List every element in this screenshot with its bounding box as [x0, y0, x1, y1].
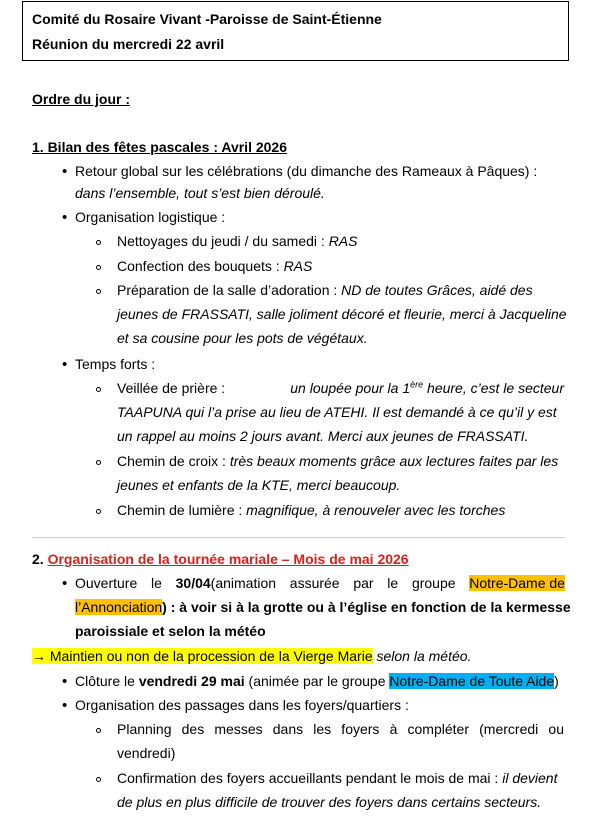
header-meeting-date: Réunion du mercredi 22 avril — [32, 36, 225, 52]
circle-bullet-icon — [96, 240, 101, 245]
circle-bullet-icon — [96, 387, 101, 392]
sub-nettoyages: Nettoyages du jeudi / du samedi : RAS — [117, 233, 358, 249]
highlight-notre-dame-toute-aide: Notre-Dame de Toute Aide — [389, 673, 555, 689]
sub-planning-line2: vendredi) — [117, 745, 176, 761]
bullet-icon: • — [62, 673, 68, 690]
bullet-icon: • — [62, 209, 68, 226]
section1-title: 1. Bilan des fêtes pascales : Avril 2026 — [32, 139, 287, 155]
sub-chemin-lumiere: Chemin de lumière : magnifique, à renouveler avec les torches — [117, 502, 506, 518]
header-box — [22, 1, 569, 61]
sub-bouquets: Confection des bouquets : RAS — [117, 258, 313, 274]
sub-chemin-croix-line1: Chemin de croix : très beaux moments grâce aux lectures faites par les — [117, 453, 559, 469]
sub-veillee-line2: TAAPUNA qui l’a prise au lieu de ATEHI. Il est demandé à ce qu’il y est — [117, 404, 557, 420]
circle-bullet-icon — [96, 777, 101, 782]
bullet-icon: • — [62, 163, 68, 180]
bullet-retour-line2: dans l’ensemble, tout s’est bien déroulé. — [75, 185, 325, 201]
sub-veillee-line1: Veillée de prière : un loupée pour la 1ère heure, c’est le secteur — [117, 379, 564, 396]
bullet-icon: • — [62, 697, 68, 714]
circle-bullet-icon — [96, 289, 101, 294]
bullet-ouverture-line3: paroissiale et selon la météo — [75, 623, 266, 639]
circle-bullet-icon — [96, 265, 101, 270]
circle-bullet-icon — [96, 460, 101, 465]
sub-confirmation-line2: de plus en plus difficile de trouver des foyers dans certains secteurs. — [117, 794, 542, 810]
bullet-cloture: Clôture le vendredi 29 mai (animée par le groupe Notre-Dame de Toute Aide) — [75, 673, 559, 689]
circle-bullet-icon — [96, 728, 101, 733]
bullet-icon: • — [62, 356, 68, 373]
bullet-retour-line1: Retour global sur les célébrations (du dimanche des Rameaux à Pâques) : — [75, 163, 538, 179]
section2-title: 2. Organisation de la tournée mariale – Mois de mai 2026 — [32, 551, 409, 567]
procession-note: → Maintien ou non de la procession de la Vierge Marie selon la météo. — [32, 648, 472, 664]
circle-bullet-icon — [96, 509, 101, 514]
sub-planning-line1: Planning des messes dans les foyers à compléter (mercredi ou — [117, 721, 564, 737]
agenda-title: Ordre du jour : — [32, 91, 130, 107]
bullet-icon: • — [62, 575, 68, 592]
bullet-ouverture-line2: l’Annonciation) : à voir si à la grotte ou à l’église en fonction de la kermesse — [75, 599, 571, 615]
sub-chemin-croix-line2: jeunes et enfants de la KTE, merci beaucoup. — [117, 477, 401, 493]
sub-veillee-line3: un rappel au moins 2 jours avant. Merci aux jeunes de FRASSATI. — [117, 428, 529, 444]
bullet-passages: Organisation des passages dans les foyers/quartiers : — [75, 697, 409, 713]
bullet-ouverture-line1: Ouverture le 30/04(animation assurée par le groupe Notre-Dame de — [75, 575, 565, 591]
sub-salle-line1: Préparation de la salle d’adoration : ND de toutes Grâces, aidé des — [117, 282, 533, 298]
header-title: Comité du Rosaire Vivant -Paroisse de Saint-Étienne — [32, 11, 382, 27]
sub-salle-line3: et sa cousine pour les pots de végétaux. — [117, 330, 368, 346]
section-divider — [32, 537, 565, 538]
bullet-temps-forts: Temps forts : — [75, 356, 156, 372]
sub-confirmation-line1: Confirmation des foyers accueillants pendant le mois de mai : il devient — [117, 770, 558, 786]
bullet-organisation: Organisation logistique : — [75, 209, 226, 225]
sub-salle-line2: jeunes de FRASSATI, salle joliment décoré et fleurie, merci à Jacqueline — [117, 306, 567, 322]
highlight-notre-dame-annonciation: Notre-Dame de — [469, 575, 565, 591]
